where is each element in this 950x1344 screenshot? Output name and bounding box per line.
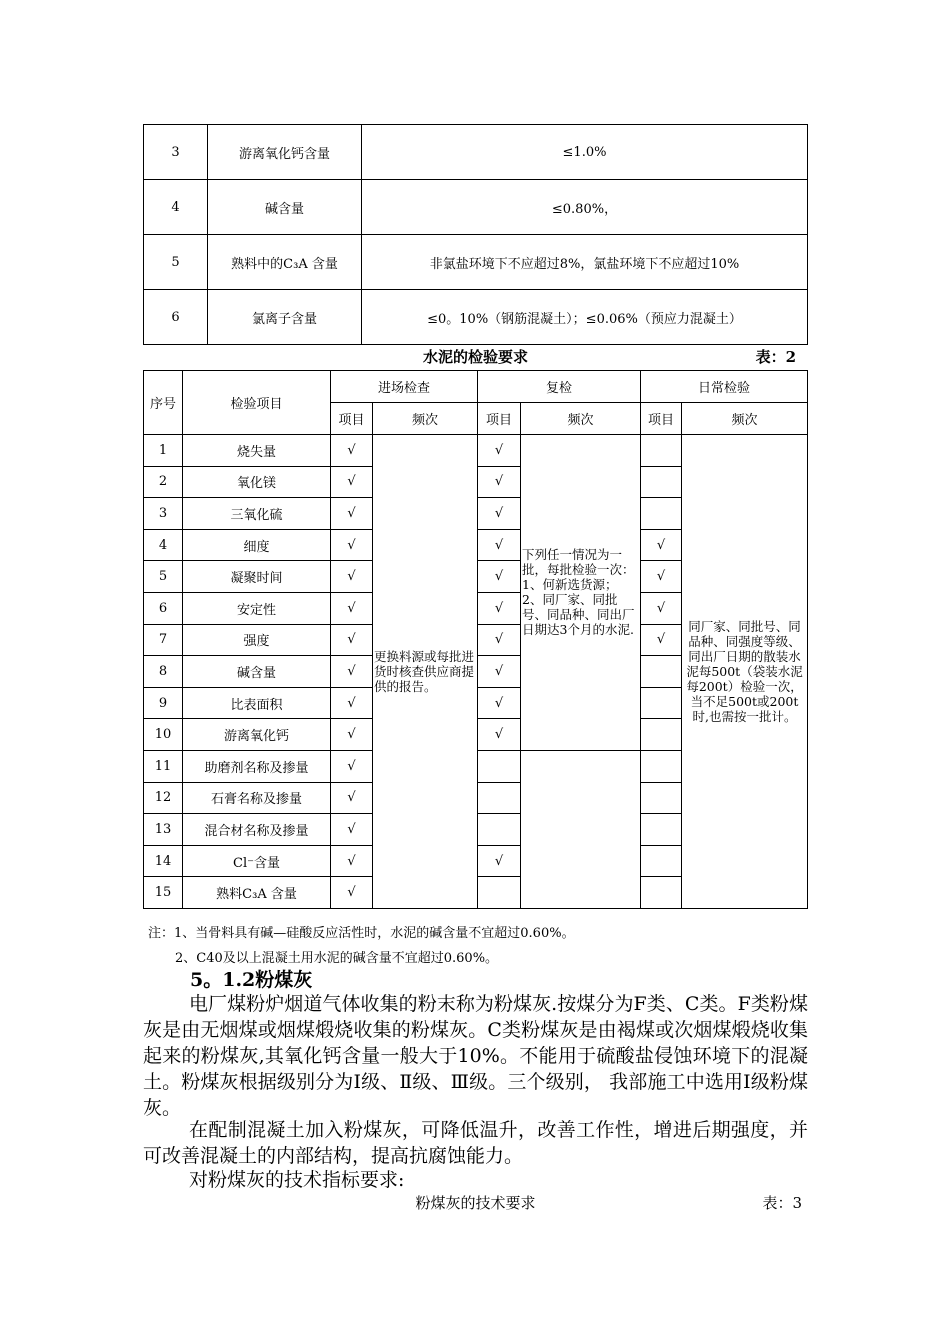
subheader-item: 项目 xyxy=(331,403,373,435)
entry-check-mark: √ xyxy=(331,624,373,656)
row-number: 14 xyxy=(144,845,183,877)
subheader-frequency: 频次 xyxy=(521,403,641,435)
header-daily-inspection: 日常检验 xyxy=(641,371,808,403)
row-number: 10 xyxy=(144,719,183,751)
daily-check-mark: √ xyxy=(641,624,682,656)
entry-check-mark: √ xyxy=(331,877,373,909)
row-item: 强度 xyxy=(183,624,331,656)
entry-frequency: 更换料源或每批进货时核查供应商提供的报告。 xyxy=(373,435,478,909)
row-number: 4 xyxy=(144,529,183,561)
note-1: 注：1、当骨料具有碱—硅酸反应活性时，水泥的碱含量不宜超过0.60%。 xyxy=(148,926,575,941)
row-item: 碱含量 xyxy=(183,656,331,688)
entry-check-mark: √ xyxy=(331,656,373,688)
daily-check-mark xyxy=(641,782,682,814)
entry-check-mark: √ xyxy=(331,561,373,593)
entry-check-mark: √ xyxy=(331,592,373,624)
header-no: 序号 xyxy=(144,371,183,435)
row-item: 碱含量 xyxy=(208,180,362,235)
table3-title: 粉煤灰的技术要求 xyxy=(415,1194,536,1212)
row-item: 混合材名称及掺量 xyxy=(183,814,331,846)
row-number: 6 xyxy=(144,290,208,345)
entry-check-mark: √ xyxy=(331,845,373,877)
paragraph-3: 对粉煤灰的技术指标要求: xyxy=(189,1169,405,1191)
row-item: 比表面积 xyxy=(183,687,331,719)
row-number: 7 xyxy=(144,624,183,656)
table-row xyxy=(144,125,808,180)
row-item: 氯离子含量 xyxy=(208,290,362,345)
row-number: 8 xyxy=(144,656,183,688)
row-item: 助磨剂名称及掺量 xyxy=(183,750,331,782)
daily-check-mark xyxy=(641,750,682,782)
row-item: 氧化镁 xyxy=(183,466,331,498)
table2-title: 水泥的检验要求 xyxy=(422,348,528,366)
entry-check-mark: √ xyxy=(331,498,373,530)
daily-check-mark xyxy=(641,656,682,688)
reinspection-check-mark: √ xyxy=(478,687,521,719)
subheader-frequency: 频次 xyxy=(373,403,478,435)
row-number: 3 xyxy=(144,498,183,530)
entry-check-mark: √ xyxy=(331,814,373,846)
table-row xyxy=(144,235,808,290)
entry-check-mark: √ xyxy=(331,435,373,467)
row-item: 游离氧化钙含量 xyxy=(208,125,362,180)
row-number: 12 xyxy=(144,782,183,814)
paragraph-1: 电厂煤粉炉烟道气体收集的粉末称为粉煤灰.按煤分为F类、C类。F类粉煤灰是由无烟煤或烟煤煅烧收集的粉煤灰。C类粉煤灰是由褐煤或次烟煤煅烧收集起来的粉煤灰,其氧化钙含量一般大于10%。不能用于硫酸盐侵蚀环境下的混凝土。粉煤灰根据级别分为Ⅰ级、Ⅱ级、Ⅲ级。三个级别， 我部施工中选用Ⅰ级粉煤灰。 xyxy=(143,993,808,1119)
section-heading: 5。1.2粉煤灰 xyxy=(190,969,313,991)
daily-check-mark xyxy=(641,687,682,719)
row-requirement: ≤0.80%， xyxy=(362,180,808,235)
reinspection-frequency: 下列任一情况为一批，每批检验一次： 1、何新选货源； 2、同厂家、同批号、同品种、同出厂日期达3个月的水泥. xyxy=(521,435,641,751)
reinspection-check-mark xyxy=(478,750,521,782)
row-item: 熟料C₃A 含量 xyxy=(183,877,331,909)
daily-check-mark xyxy=(641,466,682,498)
daily-check-mark xyxy=(641,877,682,909)
daily-check-mark: √ xyxy=(641,529,682,561)
reinspection-check-mark: √ xyxy=(478,656,521,688)
row-number: 4 xyxy=(144,180,208,235)
row-item: Cl⁻含量 xyxy=(183,845,331,877)
row-item: 三氧化硫 xyxy=(183,498,331,530)
daily-check-mark xyxy=(641,435,682,467)
row-item: 安定性 xyxy=(183,592,331,624)
row-number: 5 xyxy=(144,561,183,593)
row-requirement: 非氯盐环境下不应超过8%，氯盐环境下不应超过10% xyxy=(362,235,808,290)
reinspection-check-mark: √ xyxy=(478,624,521,656)
row-number: 1 xyxy=(144,435,183,467)
reinspection-check-mark: √ xyxy=(478,561,521,593)
entry-check-mark: √ xyxy=(331,529,373,561)
reinspection-check-mark xyxy=(478,782,521,814)
row-number: 15 xyxy=(144,877,183,909)
daily-check-mark: √ xyxy=(641,561,682,593)
entry-check-mark: √ xyxy=(331,719,373,751)
table-row xyxy=(144,290,808,345)
header-entry-inspection: 进场检查 xyxy=(331,371,478,403)
reinspection-check-mark: √ xyxy=(478,498,521,530)
daily-check-mark: √ xyxy=(641,592,682,624)
reinspection-check-mark: √ xyxy=(478,719,521,751)
daily-check-mark xyxy=(641,719,682,751)
row-requirement: ≤0。10%（钢筋混凝土）；≤0.06%（预应力混凝土） xyxy=(362,290,808,345)
row-item: 凝聚时间 xyxy=(183,561,331,593)
reinspection-check-mark xyxy=(478,877,521,909)
reinspection-frequency-blank xyxy=(521,750,641,908)
entry-check-mark: √ xyxy=(331,687,373,719)
header-item: 检验项目 xyxy=(183,371,331,435)
row-number: 5 xyxy=(144,235,208,290)
row-number: 13 xyxy=(144,814,183,846)
table2-caption xyxy=(143,346,808,368)
row-number: 9 xyxy=(144,687,183,719)
daily-check-mark xyxy=(641,845,682,877)
reinspection-check-mark: √ xyxy=(478,592,521,624)
cement-requirements-table xyxy=(143,124,808,345)
row-number: 6 xyxy=(144,592,183,624)
daily-check-mark xyxy=(641,814,682,846)
reinspection-check-mark xyxy=(478,814,521,846)
cement-inspection-table xyxy=(143,370,808,909)
row-item: 石膏名称及掺量 xyxy=(183,782,331,814)
row-requirement: ≤1.0% xyxy=(362,125,808,180)
row-number: 3 xyxy=(144,125,208,180)
table2-label: 表：2 xyxy=(755,348,796,366)
table3-label: 表：3 xyxy=(762,1194,802,1212)
daily-check-mark xyxy=(641,498,682,530)
row-item: 熟料中的C₃A 含量 xyxy=(208,235,362,290)
reinspection-check-mark: √ xyxy=(478,435,521,467)
subheader-item: 项目 xyxy=(641,403,682,435)
row-item: 烧失量 xyxy=(183,435,331,467)
entry-check-mark: √ xyxy=(331,466,373,498)
subheader-frequency: 频次 xyxy=(682,403,808,435)
table-row xyxy=(144,180,808,235)
table-row xyxy=(144,435,808,467)
row-number: 11 xyxy=(144,750,183,782)
subheader-item: 项目 xyxy=(478,403,521,435)
entry-check-mark: √ xyxy=(331,750,373,782)
entry-check-mark: √ xyxy=(331,782,373,814)
reinspection-check-mark: √ xyxy=(478,466,521,498)
note-2: 2、C40及以上混凝土用水泥的碱含量不宜超过0.60%。 xyxy=(175,951,499,966)
header-reinspection: 复检 xyxy=(478,371,641,403)
paragraph-2: 在配制混凝土加入粉煤灰，可降低温升，改善工作性，增进后期强度，并可改善混凝土的内部结构，提高抗腐蚀能力。 xyxy=(143,1119,808,1167)
reinspection-check-mark: √ xyxy=(478,529,521,561)
row-item: 细度 xyxy=(183,529,331,561)
daily-frequency: 同厂家、同批号、同品种、同强度等级、同出厂日期的散装水泥每500t（袋装水泥每200t）检验一次，当不足500t或200t时,也需按一批计。 xyxy=(682,435,808,909)
row-item: 游离氧化钙 xyxy=(183,719,331,751)
reinspection-check-mark: √ xyxy=(478,845,521,877)
row-number: 2 xyxy=(144,466,183,498)
